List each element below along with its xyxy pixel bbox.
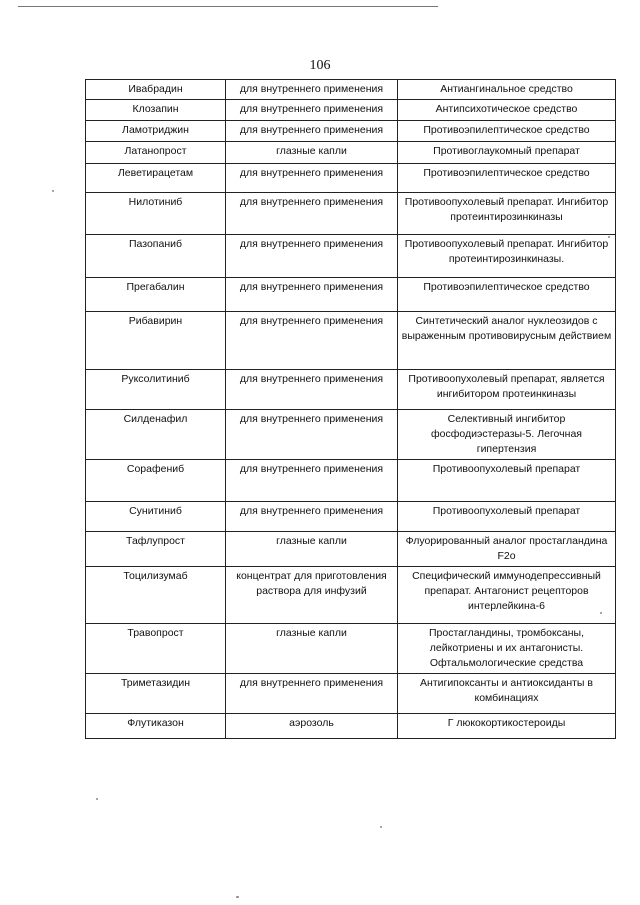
table-row bbox=[86, 142, 616, 164]
drug-name-cell: Клозапин bbox=[86, 100, 226, 121]
dosage-form-cell: концентрат для приготовления раствора для инфузий bbox=[226, 567, 398, 624]
dosage-form-cell: для внутреннего применения bbox=[226, 100, 398, 121]
pharm-group-cell: Селективный ингибитор фосфодиэстеразы-5. Легочная гипертензия bbox=[398, 410, 616, 460]
table-row bbox=[86, 460, 616, 502]
table-row bbox=[86, 235, 616, 278]
drug-name-cell: Леветирацетам bbox=[86, 164, 226, 193]
table-row bbox=[86, 674, 616, 714]
pharm-group-cell: Антигипоксанты и антиоксиданты в комбинациях bbox=[398, 674, 616, 714]
drug-name-cell: Триметазидин bbox=[86, 674, 226, 714]
dosage-form-cell: для внутреннего применения bbox=[226, 80, 398, 100]
drug-name-cell: Рибавирин bbox=[86, 312, 226, 370]
drug-name-cell: Сунитиниб bbox=[86, 502, 226, 532]
drug-name-cell: Флутиказон bbox=[86, 714, 226, 739]
dosage-form-cell: для внутреннего применения bbox=[226, 312, 398, 370]
drug-name-cell: Тафлупрост bbox=[86, 532, 226, 567]
pharm-group-cell: Противоэпилептическое средство bbox=[398, 121, 616, 142]
pharm-group-cell: Противоэпилептическое средство bbox=[398, 164, 616, 193]
pharm-group-cell: Флуорированный аналог простагландина F2о bbox=[398, 532, 616, 567]
dosage-form-cell: для внутреннего применения bbox=[226, 193, 398, 235]
drug-table-body bbox=[86, 80, 616, 739]
dosage-form-cell: глазные капли bbox=[226, 624, 398, 674]
pharm-group-cell: Противоопухолевый препарат bbox=[398, 502, 616, 532]
table-row bbox=[86, 502, 616, 532]
pharm-group-cell: Противоопухолевый препарат, является ингибитором протеинкиназы bbox=[398, 370, 616, 410]
drug-name-cell: Ламотриджин bbox=[86, 121, 226, 142]
scan-speckle bbox=[608, 236, 610, 238]
drug-name-cell: Травопрост bbox=[86, 624, 226, 674]
drug-name-cell: Силденафил bbox=[86, 410, 226, 460]
dosage-form-cell: для внутреннего применения bbox=[226, 370, 398, 410]
dosage-form-cell: для внутреннего применения bbox=[226, 502, 398, 532]
scan-speckle bbox=[236, 896, 239, 898]
drug-name-cell: Руксолитиниб bbox=[86, 370, 226, 410]
drug-name-cell: Нилотиниб bbox=[86, 193, 226, 235]
drug-name-cell: Тоцилизумаб bbox=[86, 567, 226, 624]
dosage-form-cell: глазные капли bbox=[226, 532, 398, 567]
scan-speckle bbox=[96, 798, 98, 800]
table-row bbox=[86, 370, 616, 410]
table-row bbox=[86, 714, 616, 739]
table-row bbox=[86, 121, 616, 142]
dosage-form-cell: для внутреннего применения bbox=[226, 121, 398, 142]
pharm-group-cell: Простагландины, тромбоксаны, лейкотриены и их антагонисты. Офтальмологические средства bbox=[398, 624, 616, 674]
table-row bbox=[86, 193, 616, 235]
pharm-group-cell: Антиангинальное средство bbox=[398, 80, 616, 100]
pharm-group-cell: Противоэпилептическое средство bbox=[398, 278, 616, 312]
dosage-form-cell: для внутреннего применения bbox=[226, 460, 398, 502]
pharm-group-cell: Антипсихотическое средство bbox=[398, 100, 616, 121]
pharm-group-cell: Специфический иммунодепрессивный препарат. Антагонист рецепторов интерлейкина-6 bbox=[398, 567, 616, 624]
table-row bbox=[86, 100, 616, 121]
drug-table bbox=[85, 79, 616, 739]
drug-name-cell: Ивабрадин bbox=[86, 80, 226, 100]
pharm-group-cell: Г люкокортикостероиды bbox=[398, 714, 616, 739]
dosage-form-cell: глазные капли bbox=[226, 142, 398, 164]
pharm-group-cell: Противоопухолевый препарат bbox=[398, 460, 616, 502]
table-row bbox=[86, 567, 616, 624]
pharm-group-cell: Противоглаукомный препарат bbox=[398, 142, 616, 164]
dosage-form-cell: для внутреннего применения bbox=[226, 674, 398, 714]
drug-name-cell: Пазопаниб bbox=[86, 235, 226, 278]
pharm-group-cell: Противоопухолевый препарат. Ингибитор протеинтирозинкиназы. bbox=[398, 235, 616, 278]
table-row bbox=[86, 80, 616, 100]
pharm-group-cell: Противоопухолевый препарат. Ингибитор протеинтирозинкиназы bbox=[398, 193, 616, 235]
page-number: 106 bbox=[309, 58, 331, 73]
table-row bbox=[86, 278, 616, 312]
scan-speckle bbox=[600, 612, 602, 614]
pharm-group-cell: Синтетический аналог нуклеозидов с выраженным противовирусным действием bbox=[398, 312, 616, 370]
table-row bbox=[86, 164, 616, 193]
dosage-form-cell: для внутреннего применения bbox=[226, 235, 398, 278]
scan-speckle bbox=[52, 190, 54, 192]
table-row bbox=[86, 624, 616, 674]
dosage-form-cell: для внутреннего применения bbox=[226, 410, 398, 460]
dosage-form-cell: для внутреннего применения bbox=[226, 278, 398, 312]
dosage-form-cell: для внутреннего применения bbox=[226, 164, 398, 193]
dosage-form-cell: аэрозоль bbox=[226, 714, 398, 739]
scan-top-line bbox=[18, 6, 438, 7]
drug-name-cell: Прегабалин bbox=[86, 278, 226, 312]
table-row bbox=[86, 410, 616, 460]
table-row bbox=[86, 532, 616, 567]
drug-name-cell: Латанопрост bbox=[86, 142, 226, 164]
drug-name-cell: Сорафениб bbox=[86, 460, 226, 502]
table-row bbox=[86, 312, 616, 370]
scan-speckle bbox=[380, 826, 382, 828]
